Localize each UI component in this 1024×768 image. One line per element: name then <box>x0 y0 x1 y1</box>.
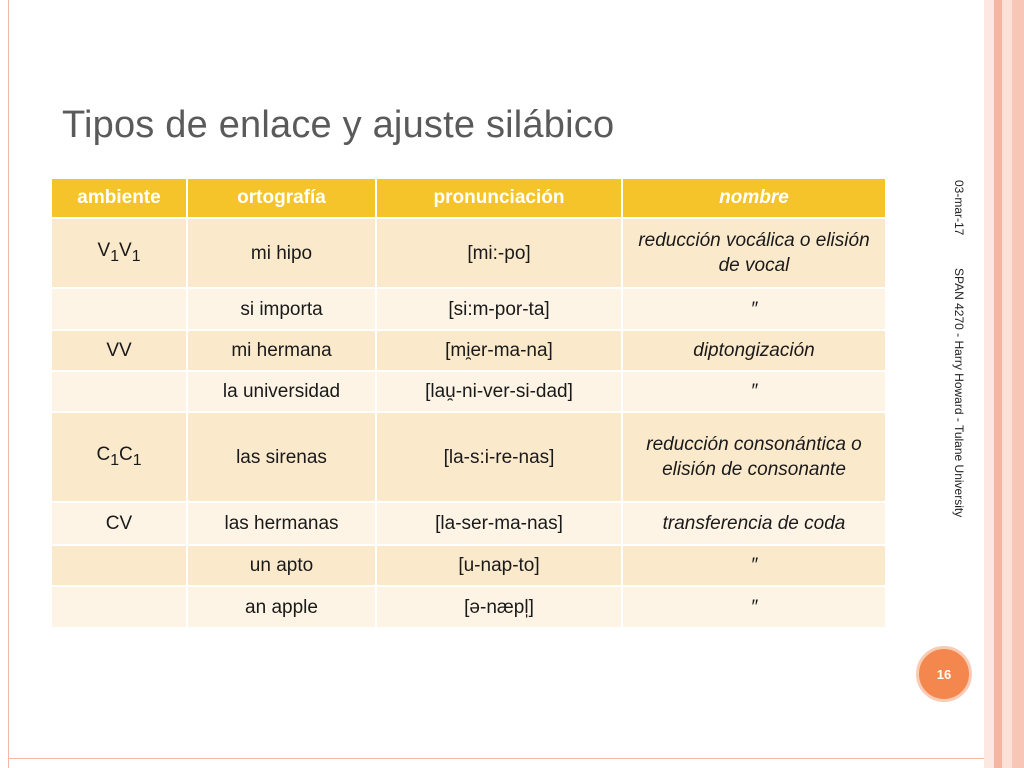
cell-ortografia: mi hipo <box>187 218 376 288</box>
cell-nombre: diptongización <box>622 330 886 371</box>
cell-pronunciacion: [mi:-po] <box>376 218 622 288</box>
cell-ortografia: an apple <box>187 586 376 628</box>
cell-nombre: ″ <box>622 371 886 412</box>
slide-left-border <box>8 0 9 768</box>
cell-ambiente <box>52 586 187 628</box>
table-row <box>52 545 886 586</box>
cell-nombre: ″ <box>622 586 886 628</box>
cell-ortografia: si importa <box>187 288 376 330</box>
cell-ambiente <box>52 545 187 586</box>
cell-pronunciacion: [ə-næpl̩] <box>376 586 622 628</box>
table-row <box>52 502 886 545</box>
header-ortografia: ortografía <box>187 179 376 218</box>
cell-ambiente: $C_1C_1$ <box>52 412 187 502</box>
table-row <box>52 288 886 330</box>
slide-date: 03-mar-17 <box>952 180 966 236</box>
cell-pronunciacion: [la-ser-ma-nas] <box>376 502 622 545</box>
cell-pronunciacion: [mi̯er-ma-na] <box>376 330 622 371</box>
page-number: 16 <box>936 666 952 682</box>
table-row <box>52 371 886 412</box>
cell-nombre: reducción consonántica o elisión de consonante <box>622 412 886 502</box>
slide-footer-course: SPAN 4270 - Harry Howard - Tulane University <box>952 268 966 518</box>
header-pronunciacion: pronunciación <box>376 179 622 218</box>
table-row <box>52 586 886 628</box>
data-table <box>52 179 887 629</box>
cell-ortografia: la universidad <box>187 371 376 412</box>
slide-title: Tipos de enlace y ajuste silábico <box>62 104 615 146</box>
cell-nombre: transferencia de coda <box>622 502 886 545</box>
cell-pronunciacion: [lau̯-ni-ver-si-dad] <box>376 371 622 412</box>
cell-nombre: ″ <box>622 288 886 330</box>
stripe <box>1002 0 1012 768</box>
cell-pronunciacion: [la-s:i-re-nas] <box>376 412 622 502</box>
cell-ortografia: las hermanas <box>187 502 376 545</box>
table-row <box>52 218 886 288</box>
table-row <box>52 330 886 371</box>
table-header-row <box>52 179 886 218</box>
table-row <box>52 412 886 502</box>
cell-ambiente <box>52 288 187 330</box>
slide-bottom-border <box>8 758 1008 759</box>
cell-pronunciacion: [u-nap-to] <box>376 545 622 586</box>
cell-ortografia: las sirenas <box>187 412 376 502</box>
header-nombre: nombre <box>622 179 886 218</box>
cell-nombre: ″ <box>622 545 886 586</box>
stripe <box>1012 0 1024 768</box>
cell-ortografia: mi hermana <box>187 330 376 371</box>
cell-ortografia: un apto <box>187 545 376 586</box>
header-ambiente: ambiente <box>52 179 187 218</box>
cell-ambiente: CV <box>52 502 187 545</box>
cell-ambiente: $V_1V_1$ <box>52 218 187 288</box>
cell-pronunciacion: [si:m-por-ta] <box>376 288 622 330</box>
stripe <box>994 0 1002 768</box>
cell-nombre: reducción vocálica o elisión de vocal <box>622 218 886 288</box>
cell-ambiente <box>52 371 187 412</box>
cell-ambiente: VV <box>52 330 187 371</box>
decorative-stripes <box>984 0 1024 768</box>
page-number-badge <box>916 646 972 702</box>
stripe <box>984 0 994 768</box>
